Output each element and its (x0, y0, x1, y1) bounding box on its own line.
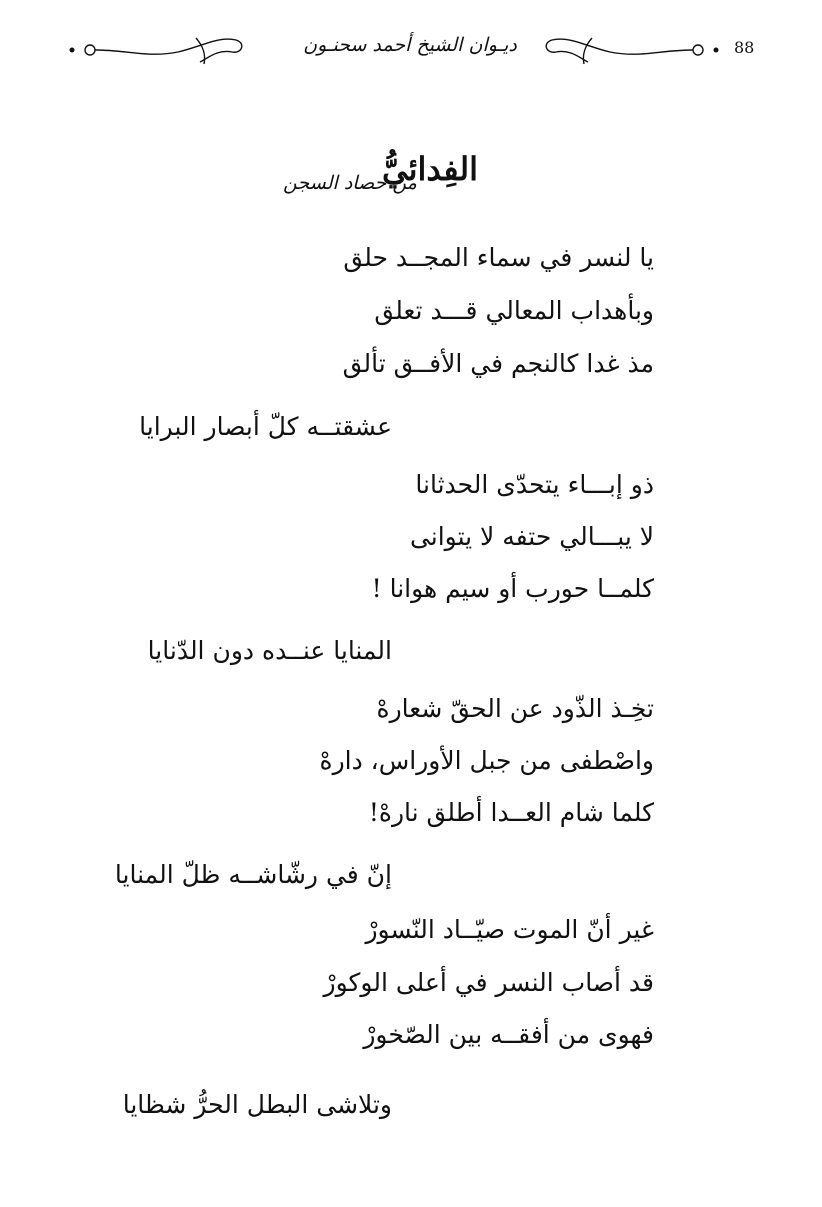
poem-subtitle: من حصاد السجن (283, 172, 417, 194)
verse-line: يا لنسر في سماء المجــد حلق (343, 243, 654, 272)
verse-line: مذ غدا كالنجم في الأفــق تألق (342, 349, 654, 378)
page-number: 88 (734, 38, 755, 57)
verse-line: كلما شام العــدا أطلق نارهْ! (368, 798, 654, 827)
verse-line: تخِـذ الذّود عن الحقّ شعارهْ (376, 694, 654, 723)
verse-line: كلمــا حورب أو سيم هوانا ! (371, 574, 654, 603)
page-header (0, 22, 822, 72)
swirl-ornament-left (68, 28, 248, 68)
verse-line: ذو إبـــاء يتحدّى الحدثانا (415, 470, 654, 499)
refrain-line: المنايا عنــده دون الدّنايا (147, 636, 392, 665)
verse-line: وبأهداب المعالي قـــد تعلق (374, 296, 654, 325)
refrain-line: إنّ في رشّاشــه ظلّ المنايا (114, 860, 392, 889)
verse-line: واصْطفى من جبل الأوراس، دارهْ (319, 746, 654, 775)
verse-line: قد أصاب النسر في أعلى الوكورْ (323, 968, 654, 997)
verse-line: فهوى من أفقــه بين الصّخورْ (363, 1020, 654, 1049)
swirl-ornament-right (540, 28, 720, 68)
running-title: ديـوان الشيخ أحمد سحنـون (303, 34, 517, 56)
verse-line: غير أنّ الموت صيّــاد النّسورْ (365, 915, 654, 944)
verse-line: لا يبـــالي حتفه لا يتوانى (409, 522, 654, 551)
poem-title: الفِدائيُّ (381, 150, 479, 188)
refrain-line: وتلاشى البطل الحرُّ شظايا (122, 1090, 392, 1119)
refrain-line: عشقتــه كلّ أبصار البرايا (139, 412, 392, 441)
